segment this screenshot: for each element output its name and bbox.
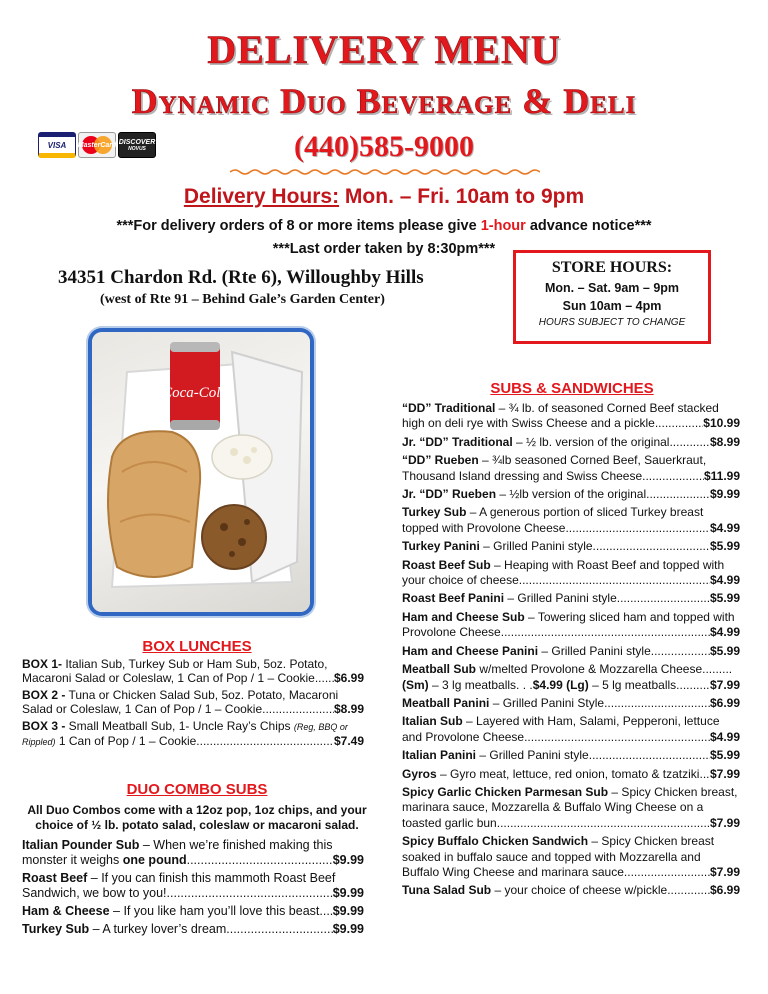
item-price: $7.99: [709, 815, 740, 830]
item-price: $5.99: [709, 748, 740, 763]
delivery-hours-label: Delivery Hours:: [183, 185, 340, 208]
address-note: (west of Rte 91 – Behind Gale’s Garden Center): [100, 292, 385, 307]
box-lunch-illustration: [92, 332, 310, 612]
item-price: $9.99: [332, 853, 364, 867]
item-price: $7.99: [709, 864, 740, 879]
item-price: $9.99: [709, 487, 740, 502]
last-order-notice: ***Last order taken by 8:30pm***: [272, 241, 496, 257]
decorative-wave: [230, 168, 540, 176]
item-price: $8.99: [333, 702, 364, 716]
item-price: $6.99: [709, 695, 740, 710]
store-hours-note: HOURS SUBJECT TO CHANGE: [538, 317, 686, 328]
item-price: $5.99: [709, 591, 740, 606]
payment-cards: [38, 130, 160, 160]
box-lunch-item: BOX 2 - Tuna or Chicken Salad Sub, 5oz. Potato, Macaroni Salad or Coleslaw, 1 Can of Pop / 1 – Cookie ..... $8.99: [22, 688, 364, 716]
item-price: $5.99: [709, 539, 740, 554]
cookie: [202, 505, 266, 569]
item-price: $7.99: [709, 766, 740, 781]
combo-item: Italian Pounder Sub – When we’re finished making this monster it weighs one pound ..... $9.99: [22, 838, 364, 868]
store-hours-weekday: Mon. – Sat. 9am – 9pm: [544, 281, 680, 295]
menu-title: DELIVERY MENU: [207, 27, 561, 72]
combo-item: Turkey Sub – A turkey lover’s dream ..... $9.99: [22, 922, 364, 937]
item-price: $4.99: [709, 573, 740, 588]
delivery-hours: [0, 185, 768, 209]
combo-item: Ham & Cheese – If you like ham you’ll love this beast ..... $9.99: [22, 904, 364, 919]
sub-item: Roast Beef Panini – Grilled Panini style ..... $5.99: [402, 591, 740, 606]
duo-combo-title: DUO COMBO SUBS: [126, 781, 268, 798]
item-price: $9.99: [332, 922, 364, 936]
box-lunch-item: BOX 1- Italian Sub, Turkey Sub or Ham Sub, 5oz. Potato, Macaroni Salad or Coleslaw, 1 Can of Pop / 1 – Cookie ..... $6.99: [22, 657, 364, 685]
sub-item: Jr. “DD” Rueben – ½lb version of the original ..... $9.99: [402, 487, 740, 502]
item-price: $6.99: [709, 883, 740, 898]
item-price: $5.99: [709, 643, 740, 658]
side-salad-cup: [212, 435, 272, 479]
discover-card-icon: DISCOVER NOVUS: [118, 132, 156, 158]
sub-item: Ham and Cheese Sub – Towering sliced ham and topped with Provolone Cheese ..... $4.99: [402, 610, 740, 641]
box-lunches-title: BOX LUNCHES: [142, 638, 252, 655]
subs-list: [402, 401, 740, 902]
sub-item: Tuna Salad Sub – your choice of cheese w/pickle ..... $6.99: [402, 883, 740, 898]
item-price: $11.99: [703, 468, 740, 483]
box-lunches-list: [22, 657, 364, 752]
box-lunch-item: BOX 3 - Small Meatball Sub, 1- Uncle Ray’s Chips (Reg, BBQ or Rippled) 1 Can of Pop / 1 – Cookie ..... $7.49: [22, 719, 364, 749]
item-price: $4.99: [709, 520, 740, 535]
store-hours-sunday: Sun 10am – 4pm: [562, 299, 662, 313]
subs-title: SUBS & SANDWICHES: [490, 380, 654, 397]
mastercard-icon: MasterCard: [78, 132, 116, 158]
sub-item: Meatball Sub w/melted Provolone & Mozzarella Cheese......... (Sm) – 3 lg meatballs. . .$4.99 (Lg) – 5 lg meatballs ..... $7.99: [402, 662, 740, 693]
duo-combo-list: [22, 838, 364, 940]
combo-item: Roast Beef – If you can finish this mammoth Roast Beef Sandwich, we bow to you! ..... $9.99: [22, 871, 364, 901]
item-price: $10.99: [703, 416, 740, 431]
sub-item: Gyros – Gyro meat, lettuce, red onion, tomato & tzatziki ..... $7.99: [402, 767, 740, 782]
store-hours-title: STORE HOURS:: [551, 259, 673, 276]
item-price: $4.99: [709, 625, 740, 640]
sub-sandwich: [108, 431, 200, 577]
sub-item: “DD” Rueben – ¾lb seasoned Corned Beef, Sauerkraut, Thousand Island dressing and Swiss Cheese ..... $11.99: [402, 453, 740, 484]
sub-item: Italian Panini – Grilled Panini style ..... $5.99: [402, 748, 740, 763]
sub-item: Ham and Cheese Panini – Grilled Panini style ..... $5.99: [402, 644, 740, 659]
item-price: $8.99: [709, 434, 740, 449]
sub-item: Turkey Panini – Grilled Panini style ..... $5.99: [402, 539, 740, 554]
sub-item: Spicy Garlic Chicken Parmesan Sub – Spicy Chicken breast, marinara sauce, Mozzarella & Buffalo Wing Cheese on a toasted garlic bun ..... $7.99: [402, 785, 740, 831]
soda-can-label: Coca-Cola: [162, 385, 228, 401]
sub-item: Spicy Buffalo Chicken Sandwich – Spicy Chicken breast soaked in buffalo sauce and topped with Mozzarella and Buffalo Wing Cheese and marinara sauce ..... $7.99: [402, 834, 740, 880]
phone-number: (440)585-9000: [294, 130, 474, 163]
box-lunch-photo: [92, 332, 310, 612]
sub-item: Italian Sub – Layered with Ham, Salami, Pepperoni, lettuce and Provolone Cheese ..... $4.99: [402, 714, 740, 745]
item-price: $6.99: [333, 671, 364, 685]
sub-item: Jr. “DD” Traditional – ½ lb. version of the original ..... $8.99: [402, 435, 740, 450]
sub-item: Roast Beef Sub – Heaping with Roast Beef and topped with your choice of cheese ..... $4.99: [402, 558, 740, 589]
address-line: 34351 Chardon Rd. (Rte 6), Willoughby Hills: [58, 267, 424, 288]
sub-item: “DD” Traditional – ¾ lb. of seasoned Corned Beef stacked high on deli rye with Swiss Cheese and a pickle ..... $10.99: [402, 401, 740, 432]
delivery-notice: ***For delivery orders of 8 or more items please give 1-hour advance notice***: [116, 218, 652, 234]
sub-item: Meatball Panini – Grilled Panini Style ..... $6.99: [402, 696, 740, 711]
item-price: $9.99: [332, 904, 364, 918]
item-price: $7.49: [333, 734, 364, 748]
duo-combo-intro: All Duo Combos come with a 12oz pop, 1oz chips, and your choice of ½ lb. potato salad, coleslaw or macaroni salad.: [27, 803, 367, 832]
visa-card-icon: VISA: [38, 132, 76, 158]
store-hours-box: [513, 250, 711, 344]
item-price: $9.99: [332, 886, 364, 900]
item-price: $4.99: [709, 729, 740, 744]
business-name: Dynamic Duo Beverage & Deli: [131, 81, 637, 121]
sub-item: Turkey Sub – A generous portion of sliced Turkey breast topped with Provolone Cheese ..... $4.99: [402, 505, 740, 536]
delivery-hours-value: Mon. – Fri. 10am to 9pm: [344, 185, 585, 208]
item-price: $7.99: [709, 677, 740, 692]
